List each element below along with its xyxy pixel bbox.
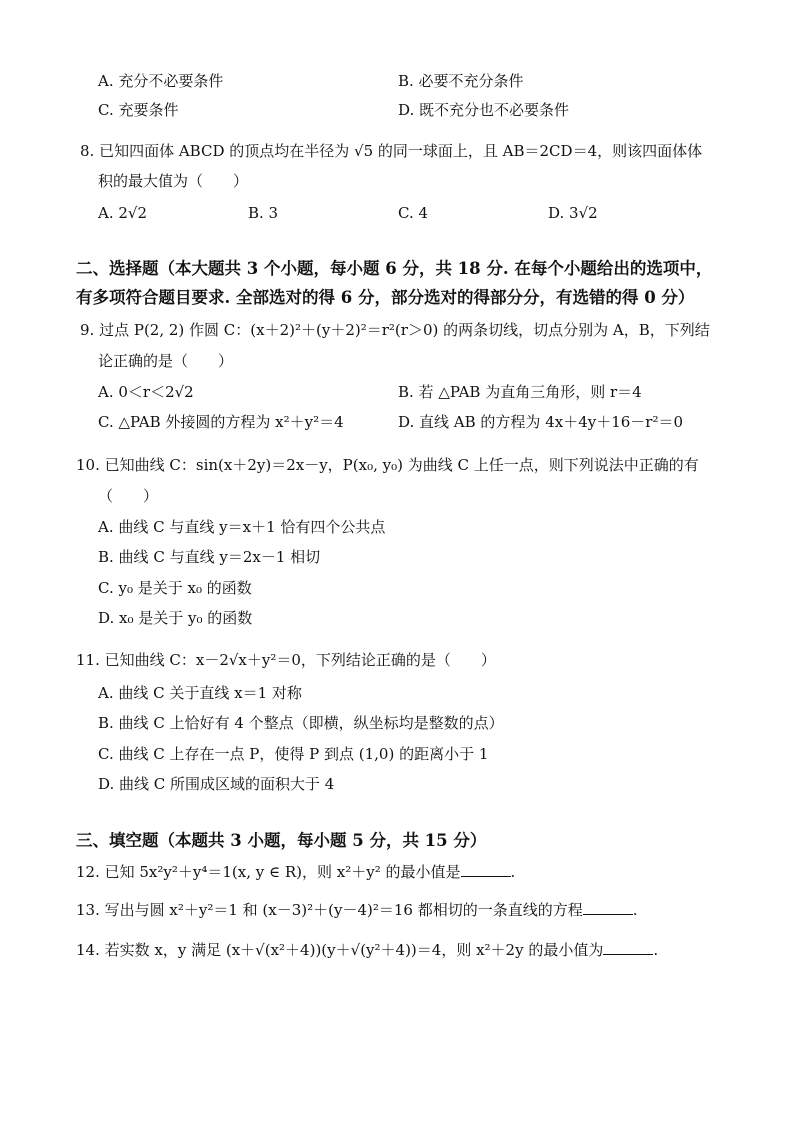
q13 (76, 900, 638, 920)
q7-option-a: A. 充分不必要条件 (98, 72, 224, 90)
q10-stem-line1: 10. 已知曲线 C：sin(x＋2y)＝2x－y，P(x₀, y₀) 为曲线 C 上任一点，则下列说法中正确的有 (76, 456, 699, 474)
q12-end: . (510, 863, 516, 881)
section3-heading: 三、填空题（本题共 3 小题，每小题 5 分，共 15 分） (76, 831, 487, 850)
q9-option-a: A. 0＜r＜2√2 (98, 383, 194, 401)
q8-option-b: B. 3 (248, 204, 279, 222)
q9-stem-line1: 9. 过点 P(2, 2) 作圆 C：(x＋2)²＋(y＋2)²＝r²(r＞0) 的两条切线，切点分别为 A，B，下列结 (80, 321, 710, 339)
q11-option-c: C. 曲线 C 上存在一点 P，使得 P 到点 (1,0) 的距离小于 1 (98, 745, 489, 763)
q11-option-a: A. 曲线 C 关于直线 x＝1 对称 (98, 684, 302, 702)
q12 (76, 862, 515, 882)
q8-option-d: D. 3√2 (548, 204, 598, 222)
q11-option-b: B. 曲线 C 上恰好有 4 个整点（即横，纵坐标均是整数的点） (98, 714, 504, 732)
q9-option-d: D. 直线 AB 的方程为 4x＋4y＋16－r²＝0 (398, 413, 684, 431)
q14 (76, 940, 658, 960)
q10-option-b: B. 曲线 C 与直线 y＝2x－1 相切 (98, 548, 321, 566)
q9-stem-line2: 论正确的是（ ） (98, 352, 234, 370)
section2-heading-line2: 有多项符合题目要求. 全部选对的得 6 分，部分选对的得部分分，有选错的得 0 分） (76, 288, 695, 307)
q11-option-d: D. 曲线 C 所围成区域的面积大于 4 (98, 775, 335, 793)
q7-option-d: D. 既不充分也不必要条件 (398, 101, 570, 119)
q7-option-c: C. 充要条件 (98, 101, 179, 119)
q10-option-c: C. y₀ 是关于 x₀ 的函数 (98, 579, 252, 597)
q9-option-b: B. 若 △PAB 为直角三角形，则 r＝4 (398, 383, 642, 401)
q8-option-a: A. 2√2 (98, 204, 148, 222)
q13-end: . (632, 901, 638, 919)
section2-heading-line1: 二、选择题（本大题共 3 个小题，每小题 6 分，共 18 分. 在每个小题给出的选项中， (76, 259, 713, 278)
q14-text: 14. 若实数 x，y 满足 (x＋√(x²＋4))(y＋√(y²＋4))＝4，则 x²＋2y 的最小值为 (76, 941, 604, 959)
q14-answer-blank[interactable] (603, 940, 653, 955)
q7-option-b: B. 必要不充分条件 (398, 72, 524, 90)
q12-answer-blank[interactable] (461, 862, 511, 877)
q11-stem: 11. 已知曲线 C：x－2√x＋y²＝0，下列结论正确的是（ ） (76, 651, 496, 669)
q9-option-c: C. △PAB 外接圆的方程为 x²＋y²＝4 (98, 413, 344, 431)
q8-option-c: C. 4 (398, 204, 429, 222)
q13-text: 13. 写出与圆 x²＋y²＝1 和 (x－3)²＋(y－4)²＝16 都相切的一条直线的方程 (76, 901, 583, 919)
q8-stem-line1: 8. 已知四面体 ABCD 的顶点均在半径为 √5 的同一球面上，且 AB＝2CD＝4，则该四面体体 (80, 142, 703, 160)
q10-option-a: A. 曲线 C 与直线 y＝x＋1 恰有四个公共点 (98, 518, 386, 536)
q8-stem-line2: 积的最大值为（ ） (98, 172, 249, 190)
q12-text: 12. 已知 5x²y²＋y⁴＝1(x, y ∈ R)，则 x²＋y² 的最小值是 (76, 863, 461, 881)
q10-option-d: D. x₀ 是关于 y₀ 的函数 (98, 609, 253, 627)
q14-end: . (653, 941, 659, 959)
q13-answer-blank[interactable] (583, 900, 633, 915)
q10-stem-line2: （ ） (98, 487, 159, 505)
